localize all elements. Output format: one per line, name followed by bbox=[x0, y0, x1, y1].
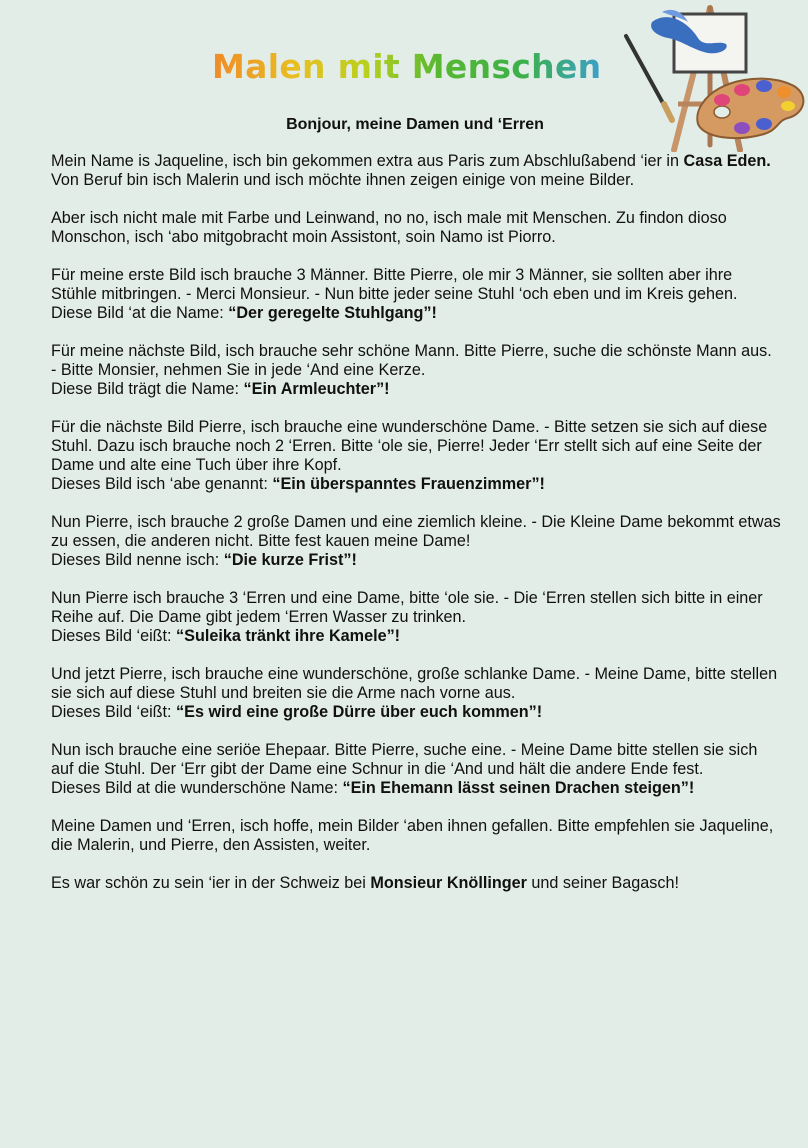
paragraph-farewell: Es war schön zu sein ‘ier in der Schweiz bei Monsieur Knöllinger und seiner Bagasch! bbox=[51, 874, 679, 892]
greeting-heading: Bonjour, meine Damen und ‘Erren bbox=[286, 116, 544, 133]
picture-title: “Ein überspanntes Frauenzimmer”! bbox=[272, 475, 545, 493]
paragraph-picture-2: Für meine nächste Bild, isch brauche sehr schöne Mann. Bitte Pierre, suche die schönste Mann aus. - Bitte Monsier, nehmen Sie in jede ‘And eine Kerze. Diese Bild trägt die Name: “Ein Armleuchter”! bbox=[51, 342, 772, 398]
paragraph-picture-3: Für die nächste Bild Pierre, isch brauche eine wunderschöne Dame. - Bitte setzen sie sich auf diese Stuhl. Dazu isch brauche noch 2 ‘Erren. Bitte ‘ole sie, Pierre! Jeder ‘Err stellt sich auf eine Seite der Dame und alte eine Tuch über ihre Kopf. Dieses Bild isch ‘abe genannt: “Ein überspanntes Frauenzimmer”! bbox=[51, 418, 768, 493]
paragraph-picture-5: Nun Pierre isch brauche 3 ‘Erren und eine Dame, bitte ‘ole sie. - Die ‘Erren stellen sich bitte in einer Reihe auf. Die Dame gibt jedem ‘Erren Wasser zu trinken. Dieses Bild ‘eißt: “Suleika tränkt ihre Kamele”! bbox=[51, 589, 763, 645]
paragraph-picture-1: Für meine erste Bild isch brauche 3 Männer. Bitte Pierre, ole mir 3 Männer, sie sollten aber ihre Stühle mitbringen. - Merci Monsieur. - Nun bitte jeder seine Stuhl ‘och eben und im Kreis gehen. Diese Bild ‘at die Name: “Der geregelte Stuhlgang”! bbox=[51, 266, 738, 322]
picture-title: “Die kurze Frist”! bbox=[223, 551, 357, 569]
picture-title: “Suleika tränkt ihre Kamele”! bbox=[176, 627, 401, 645]
page-title: Malen mit Menschen bbox=[212, 47, 602, 86]
picture-title: “Der geregelte Stuhlgang”! bbox=[228, 304, 437, 322]
picture-title: “Ein Ehemann lässt seinen Drachen steigen”! bbox=[342, 779, 695, 797]
paragraph-picture-4: Nun Pierre, isch brauche 2 große Damen und eine ziemlich kleine. - Die Kleine Dame bekommt etwas zu essen, die anderen nicht. Bitte fest kauen meine Dame! Dieses Bild nenne isch: “Die kurze Frist”! bbox=[51, 513, 781, 569]
picture-title: “Ein Armleuchter”! bbox=[243, 380, 390, 398]
paragraph-intro: Mein Name is Jaqueline, isch bin gekommen extra aus Paris zum Abschlußabend ‘ier in Casa Eden. Von Beruf bin isch Malerin und isch möchte ihnen zeigen einige von meine Bilder. bbox=[51, 152, 771, 189]
host-name: Monsieur Knöllinger bbox=[370, 874, 527, 892]
paragraph-closing: Meine Damen und ‘Erren, isch hoffe, mein Bilder ‘aben ihnen gefallen. Bitte empfehlen sie Jaqueline, die Malerin, und Pierre, den Assisten, weiter. bbox=[51, 817, 774, 854]
venue-name: Casa Eden. bbox=[683, 152, 771, 170]
paragraph-picture-6: Und jetzt Pierre, isch brauche eine wunderschöne, große schlanke Dame. - Meine Dame, bitte stellen sie sich auf diese Stuhl und breiten sie die Arme nach vorne aus. Dieses Bild ‘eißt: “Es wird eine große Dürre über euch kommen”! bbox=[51, 665, 778, 721]
paragraph-assistant: Aber isch nicht male mit Farbe und Leinwand, no no, isch male mit Menschen. Zu findon dioso Monschon, isch ‘abo mitgobracht moin Assistont, soin Namo ist Piorro. bbox=[51, 209, 727, 246]
letter-body bbox=[51, 152, 781, 912]
paragraph-picture-7: Nun isch brauche eine seriöe Ehepaar. Bitte Pierre, suche eine. - Meine Dame bitte stellen sie sich auf die Stuhl. Der ‘Err gibt der Dame eine Schnur in die ‘And und hält die andere Ende fest. Dieses Bild at die wunderschöne Name: “Ein Ehemann lässt seinen Drachen steigen”! bbox=[51, 741, 758, 797]
picture-title: “Es wird eine große Dürre über euch kommen”! bbox=[176, 703, 543, 721]
